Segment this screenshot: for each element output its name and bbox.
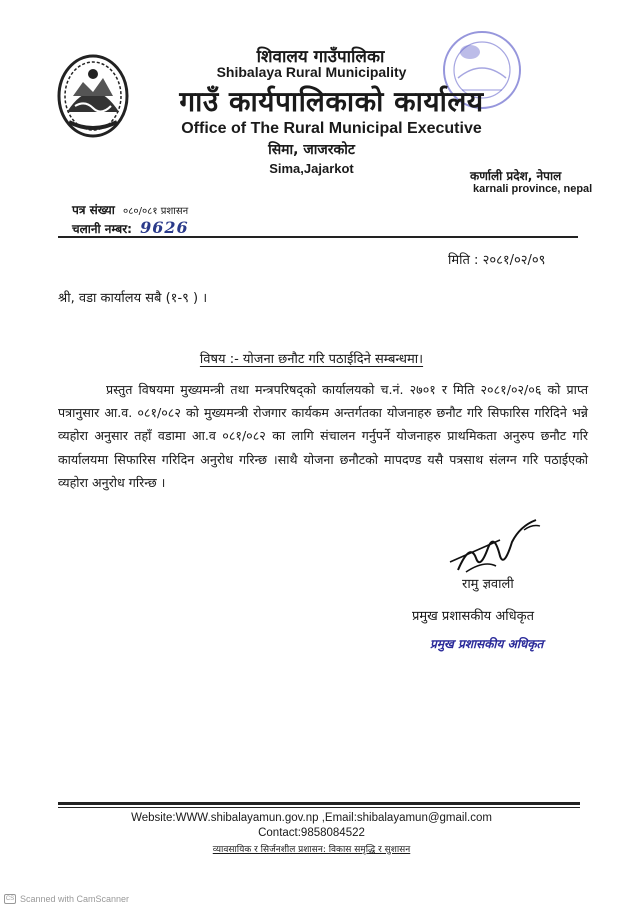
subject-line — [0, 349, 623, 367]
letter-number — [72, 201, 188, 218]
footer-divider-thin — [58, 807, 580, 808]
dispatch-number-value: 9626 — [140, 218, 189, 237]
letter-number-value: ०८०/०८१ प्रशासन — [123, 206, 189, 217]
office-name-english: Office of The Rural Municipal Executive — [181, 120, 482, 137]
scanner-watermark — [4, 894, 129, 904]
signature-icon — [440, 512, 545, 582]
footer-website-email: Website:WWW.shibalayamun.gov.np ,Email:shibalayamun@gmail.com — [131, 812, 492, 824]
signatory-designation: प्रमुख प्रशासकीय अधिकृत — [412, 609, 535, 624]
letter-date: मिति : २०८१/०२/०९ — [448, 253, 546, 268]
dispatch-number — [72, 218, 189, 237]
letter-body: प्रस्तुत विषयमा मुख्यमन्त्री तथा मन्त्रपरिषद्को कार्यालयको च.नं. २७०१ र मिति २०८१/०२/०६ को प्राप्त पत्रानुसार आ.व. ०८१/०८२ को मुख्यमन्त्री रोजगार कार्यकम अन्तर्गतका योजनाहरु छनौट गरि सिफारिस गरिदिने भन्ने व्यहोरा अनुसार तहाँ वडामा आ.व ०८१/०८२ का लागि संचालन गर्नुपर्ने योजनाहरु प्राथमिकता अनुरुप छनौट गरि कार्यालयमा सिफारिस गरिदिन अनुरोध गरिन्छ ।साथै योजना छनौटको मापदण्ड यसै पत्रसाथ संलग्न गरि पठाईएको व्यहोरा अनुरोध गरिन्छ । — [58, 382, 589, 490]
office-name-nepali: गाउँ कार्यपालिकाको कार्यालय — [179, 85, 484, 118]
header-divider — [58, 236, 578, 238]
camscanner-icon: CS — [5, 896, 15, 902]
addressee: श्री, वडा कार्यालय सबै (१-९ ) । — [58, 291, 208, 306]
footer-motto-text: व्यावसायिक र सिर्जनशील प्रशासन: विकास समृद्धि र सुशासन — [212, 845, 411, 855]
footer-contact: Contact:9858084522 — [258, 827, 365, 839]
location-nepali: सिमा, जाजरकोट — [268, 142, 355, 158]
province-english: karnali province, nepal — [473, 183, 593, 195]
municipality-name-english: Shibalaya Rural Municipality — [216, 64, 407, 80]
designation-stamp: प्रमुख प्रशासकीय अधिकृत — [430, 637, 544, 651]
signatory-name: रामु ज्ञवाली — [462, 577, 514, 592]
footer-motto — [0, 842, 623, 855]
location-english: Sima,Jajarkot — [269, 161, 354, 176]
province-nepali: कर्णाली प्रदेश, नेपाल — [470, 169, 562, 183]
footer-divider-thick — [58, 802, 580, 805]
scanner-watermark-text: Scanned with CamScanner — [20, 894, 130, 904]
municipality-name-nepali: शिवालय गाउँपालिका — [256, 47, 385, 67]
letter-number-label: पत्र संख्या — [72, 203, 115, 217]
dispatch-number-label: चलानी नम्बर: — [72, 222, 132, 236]
subject-text: विषय :- योजना छनौट गरि पठाईदिने सम्बन्धमा। — [199, 352, 424, 367]
